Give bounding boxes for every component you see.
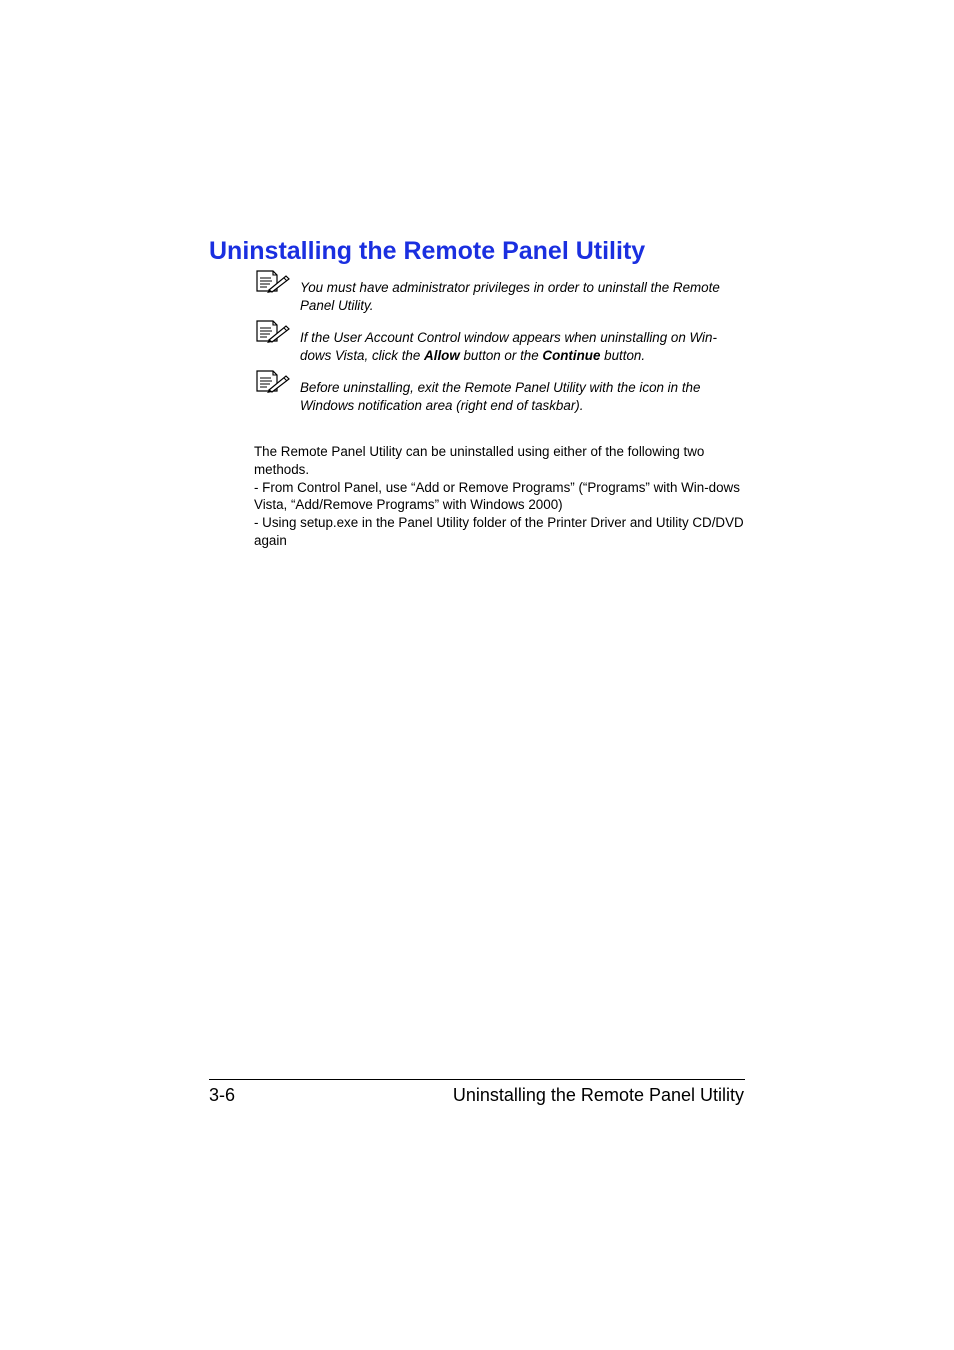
note-pencil-icon: [255, 320, 291, 344]
body-method-2: - Using setup.exe in the Panel Utility folder of the Printer Driver and Utility CD/DVD again: [254, 515, 744, 548]
note-pencil-icon: [255, 370, 291, 394]
body-method-1: - From Control Panel, use “Add or Remove Programs” (“Programs” with Win-dows Vista, “Add/Remove Programs” with Windows 2000): [254, 479, 740, 513]
note-3-text: Before uninstalling, exit the Remote Panel Utility with the icon in the Windows notification area (right end of taskbar).: [300, 380, 701, 413]
note-pencil-icon: [255, 270, 291, 294]
continue-button-label: Continue: [542, 348, 601, 363]
footer-page-number: 3-6: [209, 1085, 236, 1105]
body-intro: The Remote Panel Utility can be uninstalled using either of the following two methods.: [254, 444, 705, 477]
page-title: Uninstalling the Remote Panel Utility: [209, 237, 646, 265]
note-1-text: You must have administrator privileges in order to uninstall the Remote Panel Utility.: [300, 280, 720, 313]
note-2-text: [300, 320, 747, 365]
note-2-text-after: button.: [600, 348, 646, 363]
note-1: [255, 270, 747, 315]
body-text: [254, 443, 748, 550]
note-2-text-between: button or the: [459, 348, 543, 363]
allow-button-label: Allow: [424, 348, 460, 363]
footer-rule: [209, 1079, 745, 1080]
note-2: [255, 320, 747, 365]
note-3: [255, 370, 747, 415]
footer-section-title: Uninstalling the Remote Panel Utility: [452, 1085, 744, 1105]
note-2-text-before: If the User Account Control window appears when uninstalling on Win-dows Vista, click the: [300, 330, 717, 363]
